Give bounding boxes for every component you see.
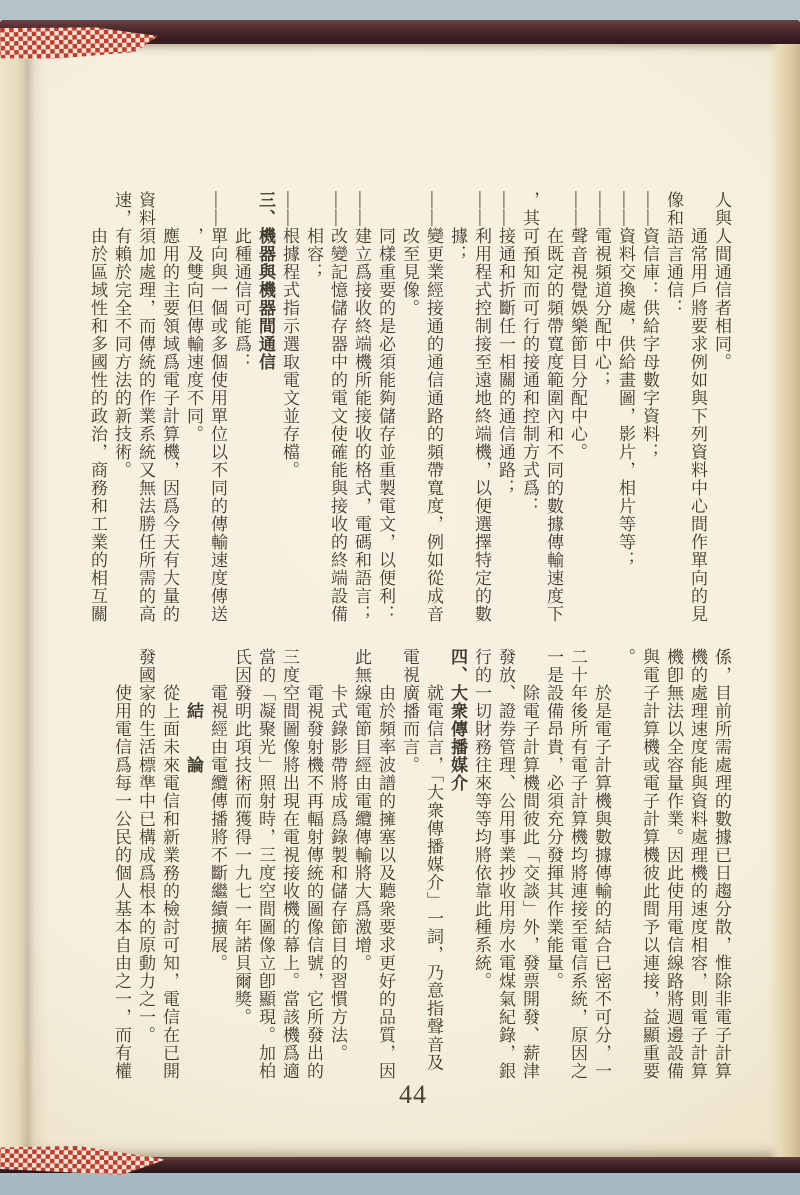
text-column: 從上面未來電信和新業務的檢討可知，電信在已開 [160, 684, 179, 1080]
text-column: 資料須加處理，而傳統的作業系統又無法勝任所需的高 [136, 191, 155, 623]
text-column: 改至見像。 [400, 227, 419, 317]
text-column: 速，有賴於完全不同方法的新技術。 [112, 191, 131, 479]
text-column: 除電子計算機間彼此「交談」外，發票開發、薪津 [520, 684, 539, 1080]
text-column: 應用的主要領域爲電子計算機，因爲今天有大量的 [160, 227, 179, 623]
text-column: 氏因發明此項技術而獲得一九七一年諾貝爾獎。 [232, 648, 251, 1026]
section-heading-machine-to-machine: 三、機器與機器間通信 [256, 191, 275, 371]
text-column: 於是電子計算機與數據傳輸的結合已密不可分，一 [592, 684, 611, 1080]
top-text-block [85, 191, 733, 629]
page-number: 44 [399, 1080, 427, 1109]
text-column: 電視廣播而言。 [400, 648, 419, 774]
bottom-text-block [109, 648, 733, 1086]
section-heading-mass-media: 四、大衆傳播媒介 [448, 648, 467, 792]
text-column: 。 [616, 648, 635, 666]
text-column: 當的「凝聚光」照射時，三度空間圖像立卽顯現。加柏 [256, 648, 275, 1080]
text-column: 一是設備昂貴，必須充分發揮其作業能量。 [544, 648, 563, 990]
text-column: 電視發射機不再輻射傳統的圖像信號，它所發出的 [304, 684, 323, 1080]
text-column: 就電信言，「大衆傳播媒介」一詞，乃意指聲音及 [424, 684, 443, 1072]
text-column: 使用電信爲每一公民的個人基本自由之一，而有權 [112, 684, 131, 1080]
text-column: 與電子計算機或電子計算機彼此間予以連接，益顯重要 [640, 648, 659, 1080]
text-column: ，及雙向但傳輸速度不同。 [184, 227, 203, 443]
text-column: ——單向與一個或多個使用單位以不同的傳輸速度傳送 [208, 191, 227, 623]
page-stack-edge [768, 44, 800, 1157]
text-column: 二十年後所有電子計算機均將連接至電信系統，原因之 [568, 648, 587, 1080]
text-column: 人與人間通信者相同。 [712, 191, 731, 371]
conclusion-heading: 結 論 [184, 702, 203, 774]
text-column: 係，目前所需處理的數據已日趨分散，惟除非電子計算 [712, 648, 731, 1080]
text-column: ——接通和折斷任一相關的通信通路； [496, 191, 515, 497]
text-column: ——聲音視覺娛樂節目分配中心。 [568, 191, 587, 461]
text-column: 卡式錄影帶將成爲錄製和儲存節目的習慣方法。 [328, 684, 347, 1062]
text-column: 行的一切財務往來等等均將依靠此種系統。 [472, 648, 491, 990]
text-column: 同樣重要的是必須能夠儲存並重製電文，以便利： [376, 227, 395, 623]
text-column: ——電視頻道分配中心； [592, 191, 611, 389]
text-column: 此種通信可能爲： [232, 227, 251, 371]
text-column: 機的處理速度能與資料處理機的速度相容，則電子計算 [688, 648, 707, 1080]
text-column: 據； [448, 227, 467, 263]
text-column: 三度空間圖像將出現在電視接收機的幕上。當該機爲適 [280, 648, 299, 1080]
text-column: ，其可預知而可行的接通和控制方式爲： [520, 191, 539, 515]
text-column: 在既定的頻帶寬度範圍內和不同的數據傳輸速度下 [544, 227, 563, 623]
page-gutter-shadow [0, 44, 48, 1157]
text-column: 此無線電節目經由電纜傳輸將大爲激增。 [352, 648, 371, 972]
book-page [0, 44, 800, 1157]
text-column: 發國家的生活標準中已構成爲根本的原動力之一。 [136, 648, 155, 1044]
text-column: 相容； [304, 227, 323, 281]
text-column: ——利用程式控制接至遠地終端機，以便選擇特定的數 [472, 191, 491, 623]
text-column: ——資料交換處，供給畫圖，影片，相片等等； [616, 191, 635, 569]
text-column: ——變更業經接通的通信通路的頻帶寬度，例如從成音 [424, 191, 443, 623]
text-column: 發放、證券管理、公用事業抄收用房水電煤氣紀錄，銀 [496, 648, 515, 1080]
text-column: ——建立爲接收終端機所能接收的格式，電碼和語言； [352, 191, 371, 623]
text-column: ——改變記憶儲存器中的電文使確能與接收的終端設備 [328, 191, 347, 623]
text-column: 像和語言通信： [664, 191, 683, 317]
text-column: 通常用戶將要求例如與下列資料中心間作單向的見 [688, 227, 707, 623]
text-column: 機卽無法以全容量作業。因此使用電信線路將週邊設備 [664, 648, 683, 1080]
text-column: ——資信庫：供給字母數字資料； [640, 191, 659, 461]
text-column: 電視經由電纜傳播將不斷繼續擴展。 [208, 684, 227, 972]
text-column: ——根據程式指示選取電文並存檔。 [280, 191, 299, 479]
text-column: 由於頻率波譜的擁塞以及聽衆要求更好的品質，因 [376, 684, 395, 1080]
text-column: 由於區域性和多國性的政治，商務和工業的相互關 [88, 227, 107, 623]
